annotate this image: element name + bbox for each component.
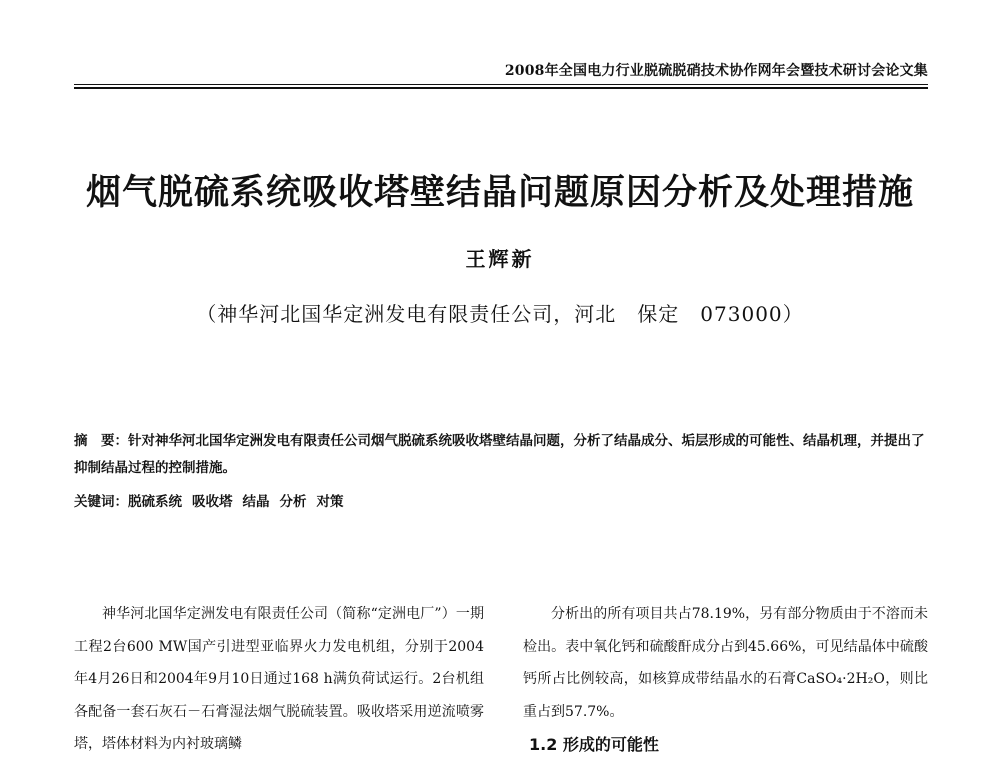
header-rule-thick <box>74 87 928 89</box>
body-column-right <box>523 598 928 762</box>
body-paragraph: 神华河北国华定洲发电有限责任公司（简称“定洲电厂”）一期工程2台600 MW国产引进型亚临界火力发电机组，分别于2004年4月26日和2004年9月10日通过168 h满负荷试运行。2台机组各配备一套石灰石－石膏湿法烟气脱硫装置。吸收塔采用逆流喷雾塔，塔体材料为内衬玻璃鳞 <box>74 606 484 752</box>
abstract-label: 摘 要： <box>74 433 128 449</box>
keyword-item: 结晶 <box>242 494 270 510</box>
header-rule-thin <box>74 84 928 85</box>
body-paragraph: 分析出的所有项目共占78.19%，另有部分物质由于不溶而未检出。表中氧化钙和硫酸酐成分占到45.66%，可见结晶体中硫酸钙所占比例较高，如核算成带结晶水的石膏CaSO₄·2H₂O，则比重占到57.7%。 <box>523 606 928 720</box>
author-name: 王辉新 <box>465 247 535 271</box>
paper-title: 烟气脱硫系统吸收塔壁结晶问题原因分析及处理措施 <box>85 173 914 213</box>
keyword-item: 吸收塔 <box>192 494 233 510</box>
keyword-item: 分析 <box>279 494 307 510</box>
section-heading: 1.2 形成的可能性 <box>529 735 659 754</box>
keyword-item: 脱硫系统 <box>128 494 182 510</box>
keyword-item: 对策 <box>316 494 344 510</box>
body-column-left <box>74 598 484 761</box>
abstract <box>74 428 928 482</box>
running-header: 2008年全国电力行业脱硫脱硝技术协作网年会暨技术研讨会论文集 <box>504 63 928 79</box>
keywords-label: 关键词： <box>74 494 128 510</box>
abstract-text: 针对神华河北国华定洲发电有限责任公司烟气脱硫系统吸收塔壁结晶问题，分析了结晶成分、垢层形成的可能性、结晶机理，并提出了抑制结晶过程的控制措施。 <box>74 433 925 476</box>
keywords <box>74 490 928 510</box>
author-affiliation: （神华河北国华定洲发电有限责任公司，河北 保定 073000） <box>196 302 804 326</box>
